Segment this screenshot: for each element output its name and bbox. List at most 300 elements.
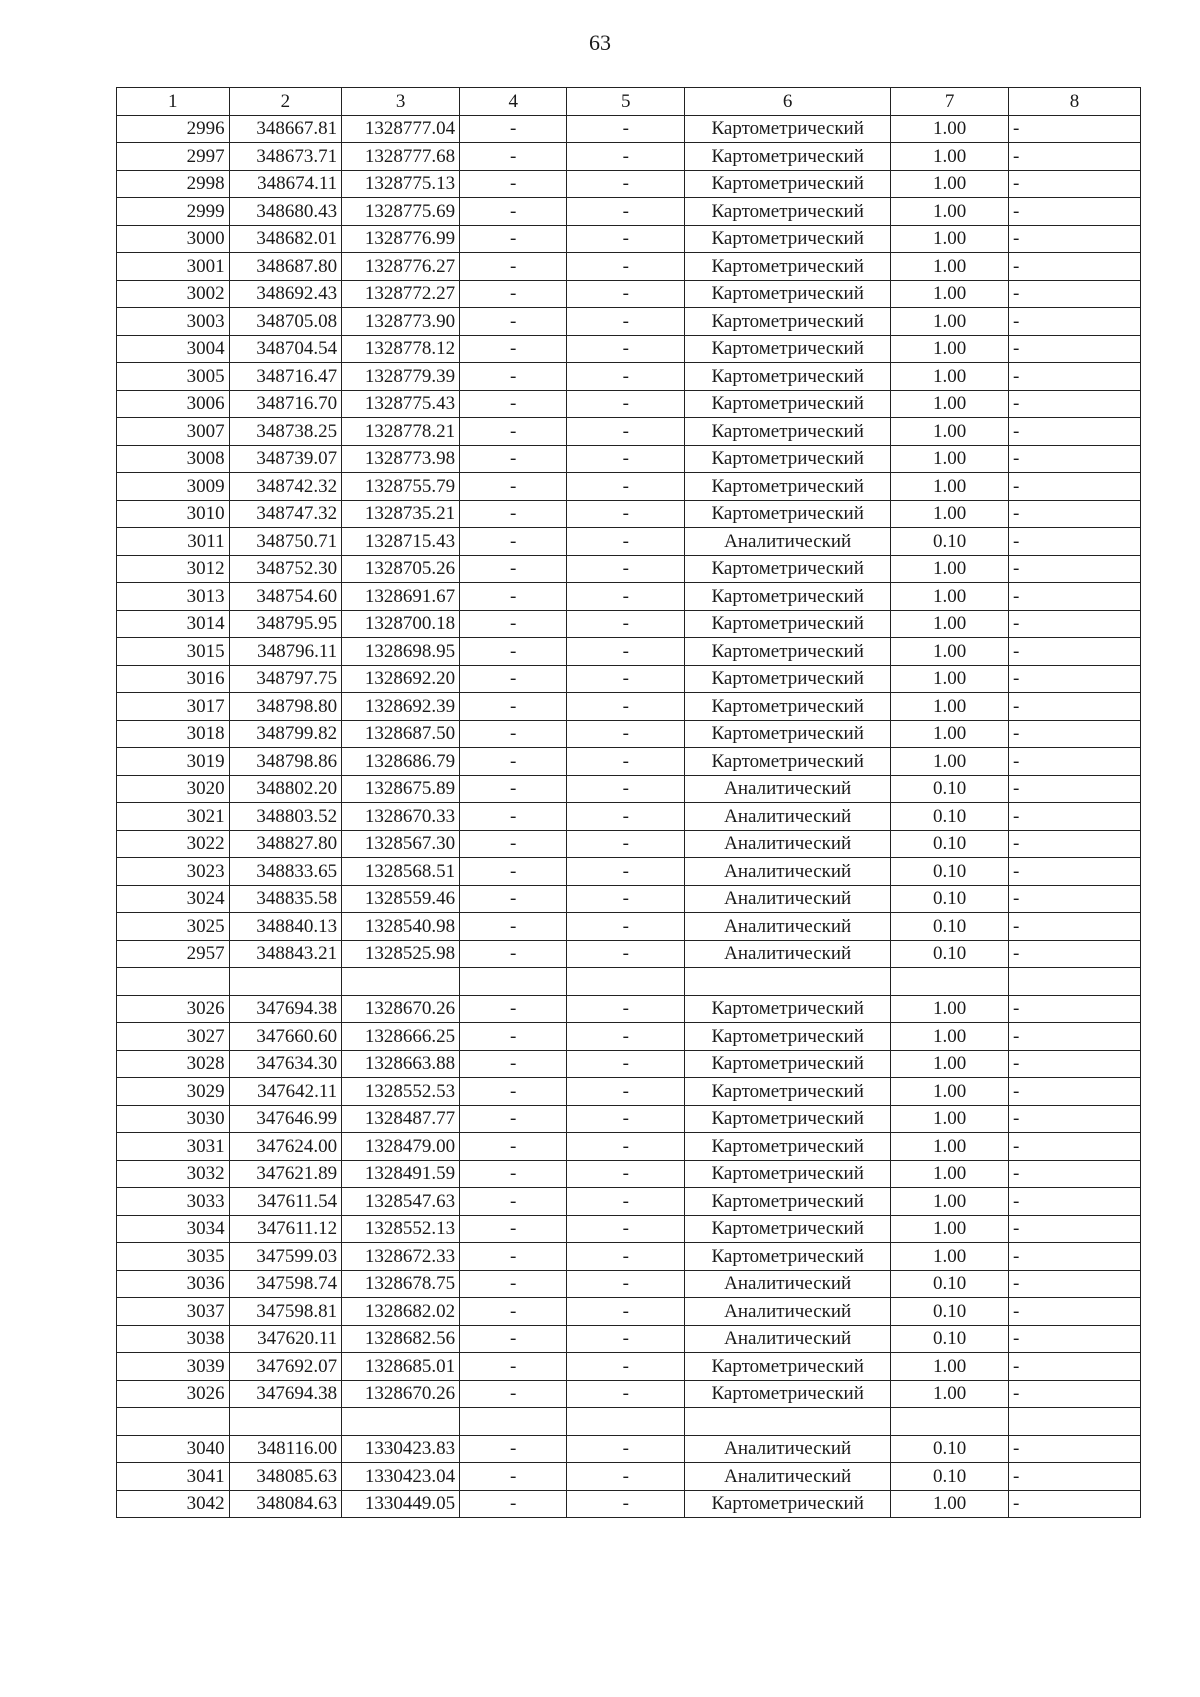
column-8-cell: -	[1009, 583, 1141, 611]
x-coordinate-cell: 348754.60	[229, 583, 342, 611]
column-8-cell: -	[1009, 390, 1141, 418]
precision-cell: 1.00	[891, 995, 1009, 1023]
precision-cell: 1.00	[891, 1078, 1009, 1106]
column-4-cell: -	[460, 610, 567, 638]
x-coordinate-cell: 347611.12	[229, 1215, 342, 1243]
y-coordinate-cell: 1328672.33	[342, 1243, 460, 1271]
method-cell: Картометрический	[685, 665, 891, 693]
column-8-cell: -	[1009, 1160, 1141, 1188]
column-header: 6	[685, 88, 891, 116]
method-cell: Картометрический	[685, 1353, 891, 1381]
column-8-cell: -	[1009, 115, 1141, 143]
column-5-cell: -	[567, 500, 685, 528]
column-4-cell: -	[460, 1270, 567, 1298]
column-5-cell: -	[567, 1490, 685, 1518]
column-4-cell: -	[460, 198, 567, 226]
x-coordinate-cell: 348835.58	[229, 885, 342, 913]
empty-cell	[567, 1408, 685, 1436]
method-cell: Картометрический	[685, 1380, 891, 1408]
empty-cell	[117, 968, 230, 996]
point-number-cell: 3003	[117, 308, 230, 336]
point-number-cell: 3007	[117, 418, 230, 446]
method-cell: Картометрический	[685, 555, 891, 583]
method-cell: Картометрический	[685, 225, 891, 253]
point-number-cell: 3024	[117, 885, 230, 913]
page-number: 63	[589, 30, 611, 55]
column-5-cell: -	[567, 1270, 685, 1298]
column-8-cell: -	[1009, 1188, 1141, 1216]
method-cell: Картометрический	[685, 115, 891, 143]
precision-cell: 1.00	[891, 115, 1009, 143]
column-4-cell: -	[460, 1325, 567, 1353]
point-number-cell: 3016	[117, 665, 230, 693]
column-4-cell: -	[460, 1188, 567, 1216]
table-row	[117, 1160, 1141, 1188]
y-coordinate-cell: 1328568.51	[342, 858, 460, 886]
x-coordinate-cell: 347646.99	[229, 1105, 342, 1133]
column-8-cell: -	[1009, 830, 1141, 858]
method-cell: Аналитический	[685, 803, 891, 831]
column-5-cell: -	[567, 858, 685, 886]
x-coordinate-cell: 347611.54	[229, 1188, 342, 1216]
x-coordinate-cell: 348840.13	[229, 913, 342, 941]
point-number-cell: 3009	[117, 473, 230, 501]
precision-cell: 0.10	[891, 830, 1009, 858]
point-number-cell: 3000	[117, 225, 230, 253]
y-coordinate-cell: 1328705.26	[342, 555, 460, 583]
point-number-cell: 3004	[117, 335, 230, 363]
point-number-cell: 3035	[117, 1243, 230, 1271]
column-5-cell: -	[567, 1325, 685, 1353]
column-5-cell: -	[567, 885, 685, 913]
column-5-cell: -	[567, 995, 685, 1023]
x-coordinate-cell: 348803.52	[229, 803, 342, 831]
x-coordinate-cell: 348705.08	[229, 308, 342, 336]
method-cell: Картометрический	[685, 583, 891, 611]
method-cell: Аналитический	[685, 1298, 891, 1326]
point-number-cell: 2998	[117, 170, 230, 198]
y-coordinate-cell: 1328540.98	[342, 913, 460, 941]
column-4-cell: -	[460, 1078, 567, 1106]
precision-cell: 1.00	[891, 665, 1009, 693]
column-5-cell: -	[567, 308, 685, 336]
column-8-cell: -	[1009, 748, 1141, 776]
column-5-cell: -	[567, 1188, 685, 1216]
column-5-cell: -	[567, 1023, 685, 1051]
column-5-cell: -	[567, 610, 685, 638]
x-coordinate-cell: 348674.11	[229, 170, 342, 198]
precision-cell: 1.00	[891, 1105, 1009, 1133]
column-4-cell: -	[460, 170, 567, 198]
column-8-cell: -	[1009, 1078, 1141, 1106]
table-row	[117, 1050, 1141, 1078]
method-cell: Картометрический	[685, 1133, 891, 1161]
empty-cell	[460, 968, 567, 996]
y-coordinate-cell: 1328775.13	[342, 170, 460, 198]
table-row	[117, 775, 1141, 803]
column-8-cell: -	[1009, 638, 1141, 666]
column-8-cell: -	[1009, 1325, 1141, 1353]
method-cell: Аналитический	[685, 885, 891, 913]
point-number-cell: 3015	[117, 638, 230, 666]
y-coordinate-cell: 1328775.43	[342, 390, 460, 418]
column-4-cell: -	[460, 253, 567, 281]
table-row	[117, 500, 1141, 528]
column-4-cell: -	[460, 143, 567, 171]
column-4-cell: -	[460, 555, 567, 583]
empty-cell	[1009, 968, 1141, 996]
column-8-cell: -	[1009, 225, 1141, 253]
column-5-cell: -	[567, 720, 685, 748]
column-8-cell: -	[1009, 995, 1141, 1023]
y-coordinate-cell: 1328735.21	[342, 500, 460, 528]
table-row	[117, 473, 1141, 501]
column-8-cell: -	[1009, 1435, 1141, 1463]
column-5-cell: -	[567, 830, 685, 858]
precision-cell: 1.00	[891, 225, 1009, 253]
precision-cell: 0.10	[891, 1270, 1009, 1298]
method-cell: Картометрический	[685, 143, 891, 171]
column-8-cell: -	[1009, 363, 1141, 391]
blank-separator-row	[117, 968, 1141, 996]
empty-cell	[685, 1408, 891, 1436]
column-5-cell: -	[567, 693, 685, 721]
method-cell: Аналитический	[685, 528, 891, 556]
point-number-cell: 3032	[117, 1160, 230, 1188]
method-cell: Аналитический	[685, 858, 891, 886]
column-8-cell: -	[1009, 1298, 1141, 1326]
empty-cell	[685, 968, 891, 996]
column-4-cell: -	[460, 473, 567, 501]
y-coordinate-cell: 1328487.77	[342, 1105, 460, 1133]
y-coordinate-cell: 1328525.98	[342, 940, 460, 968]
point-number-cell: 3002	[117, 280, 230, 308]
point-number-cell: 2999	[117, 198, 230, 226]
x-coordinate-cell: 347599.03	[229, 1243, 342, 1271]
point-number-cell: 3038	[117, 1325, 230, 1353]
column-5-cell: -	[567, 1105, 685, 1133]
y-coordinate-cell: 1328547.63	[342, 1188, 460, 1216]
table-row	[117, 363, 1141, 391]
point-number-cell: 2996	[117, 115, 230, 143]
y-coordinate-cell: 1328776.27	[342, 253, 460, 281]
column-8-cell: -	[1009, 1463, 1141, 1491]
x-coordinate-cell: 347624.00	[229, 1133, 342, 1161]
column-header: 7	[891, 88, 1009, 116]
method-cell: Картометрический	[685, 693, 891, 721]
precision-cell: 1.00	[891, 1188, 1009, 1216]
empty-cell	[460, 1408, 567, 1436]
column-4-cell: -	[460, 1353, 567, 1381]
column-4-cell: -	[460, 885, 567, 913]
table-row	[117, 280, 1141, 308]
x-coordinate-cell: 348667.81	[229, 115, 342, 143]
x-coordinate-cell: 347660.60	[229, 1023, 342, 1051]
x-coordinate-cell: 347621.89	[229, 1160, 342, 1188]
column-5-cell: -	[567, 1298, 685, 1326]
precision-cell: 0.10	[891, 1463, 1009, 1491]
x-coordinate-cell: 348704.54	[229, 335, 342, 363]
x-coordinate-cell: 348799.82	[229, 720, 342, 748]
column-8-cell: -	[1009, 1050, 1141, 1078]
precision-cell: 0.10	[891, 940, 1009, 968]
table-row	[117, 418, 1141, 446]
x-coordinate-cell: 348084.63	[229, 1490, 342, 1518]
precision-cell: 1.00	[891, 693, 1009, 721]
column-4-cell: -	[460, 1133, 567, 1161]
precision-cell: 1.00	[891, 1243, 1009, 1271]
column-4-cell: -	[460, 225, 567, 253]
y-coordinate-cell: 1328691.67	[342, 583, 460, 611]
precision-cell: 1.00	[891, 143, 1009, 171]
x-coordinate-cell: 347692.07	[229, 1353, 342, 1381]
point-number-cell: 3036	[117, 1270, 230, 1298]
precision-cell: 0.10	[891, 803, 1009, 831]
column-4-cell: -	[460, 583, 567, 611]
precision-cell: 1.00	[891, 583, 1009, 611]
column-header: 8	[1009, 88, 1141, 116]
precision-cell: 1.00	[891, 335, 1009, 363]
table-row	[117, 583, 1141, 611]
method-cell: Картометрический	[685, 1243, 891, 1271]
column-4-cell: -	[460, 858, 567, 886]
precision-cell: 0.10	[891, 913, 1009, 941]
y-coordinate-cell: 1328670.26	[342, 995, 460, 1023]
column-8-cell: -	[1009, 418, 1141, 446]
column-5-cell: -	[567, 1078, 685, 1106]
x-coordinate-cell: 348687.80	[229, 253, 342, 281]
precision-cell: 1.00	[891, 280, 1009, 308]
method-cell: Аналитический	[685, 913, 891, 941]
table-row	[117, 1435, 1141, 1463]
method-cell: Картометрический	[685, 473, 891, 501]
point-number-cell: 3028	[117, 1050, 230, 1078]
table-row	[117, 445, 1141, 473]
table-row	[117, 170, 1141, 198]
point-number-cell: 3013	[117, 583, 230, 611]
column-4-cell: -	[460, 1105, 567, 1133]
method-cell: Картометрический	[685, 995, 891, 1023]
x-coordinate-cell: 348738.25	[229, 418, 342, 446]
y-coordinate-cell: 1328678.75	[342, 1270, 460, 1298]
column-8-cell: -	[1009, 170, 1141, 198]
y-coordinate-cell: 1328670.33	[342, 803, 460, 831]
y-coordinate-cell: 1328773.90	[342, 308, 460, 336]
precision-cell: 1.00	[891, 418, 1009, 446]
method-cell: Картометрический	[685, 1215, 891, 1243]
point-number-cell: 3021	[117, 803, 230, 831]
x-coordinate-cell: 348833.65	[229, 858, 342, 886]
empty-cell	[229, 1408, 342, 1436]
column-8-cell: -	[1009, 528, 1141, 556]
column-4-cell: -	[460, 775, 567, 803]
y-coordinate-cell: 1328698.95	[342, 638, 460, 666]
table-row	[117, 253, 1141, 281]
table-row	[117, 1105, 1141, 1133]
y-coordinate-cell: 1328692.39	[342, 693, 460, 721]
y-coordinate-cell: 1328775.69	[342, 198, 460, 226]
x-coordinate-cell: 347598.81	[229, 1298, 342, 1326]
column-4-cell: -	[460, 1463, 567, 1491]
column-5-cell: -	[567, 1463, 685, 1491]
method-cell: Картометрический	[685, 1078, 891, 1106]
x-coordinate-cell: 348798.80	[229, 693, 342, 721]
precision-cell: 1.00	[891, 1353, 1009, 1381]
x-coordinate-cell: 348116.00	[229, 1435, 342, 1463]
column-4-cell: -	[460, 445, 567, 473]
y-coordinate-cell: 1328479.00	[342, 1133, 460, 1161]
column-header: 2	[229, 88, 342, 116]
column-4-cell: -	[460, 803, 567, 831]
method-cell: Картометрический	[685, 363, 891, 391]
column-8-cell: -	[1009, 940, 1141, 968]
table-row	[117, 555, 1141, 583]
column-8-cell: -	[1009, 335, 1141, 363]
column-4-cell: -	[460, 638, 567, 666]
column-4-cell: -	[460, 1243, 567, 1271]
method-cell: Картометрический	[685, 170, 891, 198]
method-cell: Картометрический	[685, 1023, 891, 1051]
y-coordinate-cell: 1328687.50	[342, 720, 460, 748]
method-cell: Картометрический	[685, 335, 891, 363]
y-coordinate-cell: 1328686.79	[342, 748, 460, 776]
point-number-cell: 3001	[117, 253, 230, 281]
table-row	[117, 638, 1141, 666]
y-coordinate-cell: 1328682.02	[342, 1298, 460, 1326]
column-5-cell: -	[567, 1133, 685, 1161]
x-coordinate-cell: 348742.32	[229, 473, 342, 501]
x-coordinate-cell: 348802.20	[229, 775, 342, 803]
column-8-cell: -	[1009, 913, 1141, 941]
point-number-cell: 3026	[117, 1380, 230, 1408]
table-row	[117, 1023, 1141, 1051]
table-row	[117, 885, 1141, 913]
column-4-cell: -	[460, 995, 567, 1023]
table-row	[117, 528, 1141, 556]
column-5-cell: -	[567, 1160, 685, 1188]
method-cell: Картометрический	[685, 1188, 891, 1216]
x-coordinate-cell: 348673.71	[229, 143, 342, 171]
column-5-cell: -	[567, 1050, 685, 1078]
column-8-cell: -	[1009, 693, 1141, 721]
method-cell: Аналитический	[685, 830, 891, 858]
table-row	[117, 115, 1141, 143]
table-row	[117, 1270, 1141, 1298]
table-row	[117, 1078, 1141, 1106]
table-row	[117, 1243, 1141, 1271]
point-number-cell: 3005	[117, 363, 230, 391]
column-4-cell: -	[460, 280, 567, 308]
empty-cell	[117, 1408, 230, 1436]
method-cell: Картометрический	[685, 253, 891, 281]
y-coordinate-cell: 1328772.27	[342, 280, 460, 308]
column-5-cell: -	[567, 390, 685, 418]
method-cell: Аналитический	[685, 940, 891, 968]
table-row	[117, 308, 1141, 336]
column-5-cell: -	[567, 445, 685, 473]
column-4-cell: -	[460, 940, 567, 968]
point-number-cell: 3020	[117, 775, 230, 803]
point-number-cell: 3039	[117, 1353, 230, 1381]
y-coordinate-cell: 1328773.98	[342, 445, 460, 473]
column-8-cell: -	[1009, 610, 1141, 638]
column-5-cell: -	[567, 198, 685, 226]
column-8-cell: -	[1009, 445, 1141, 473]
column-4-cell: -	[460, 1023, 567, 1051]
column-4-cell: -	[460, 363, 567, 391]
point-number-cell: 3008	[117, 445, 230, 473]
method-cell: Аналитический	[685, 1325, 891, 1353]
method-cell: Картометрический	[685, 445, 891, 473]
y-coordinate-cell: 1328552.13	[342, 1215, 460, 1243]
method-cell: Картометрический	[685, 1490, 891, 1518]
table-row	[117, 198, 1141, 226]
table-row	[117, 1325, 1141, 1353]
column-8-cell: -	[1009, 665, 1141, 693]
y-coordinate-cell: 1328777.04	[342, 115, 460, 143]
column-8-cell: -	[1009, 1023, 1141, 1051]
x-coordinate-cell: 347642.11	[229, 1078, 342, 1106]
table-row	[117, 693, 1141, 721]
column-8-cell: -	[1009, 198, 1141, 226]
table-row	[117, 1215, 1141, 1243]
x-coordinate-cell: 347694.38	[229, 1380, 342, 1408]
column-8-cell: -	[1009, 473, 1141, 501]
x-coordinate-cell: 348682.01	[229, 225, 342, 253]
x-coordinate-cell: 348716.47	[229, 363, 342, 391]
empty-cell	[1009, 1408, 1141, 1436]
column-8-cell: -	[1009, 1243, 1141, 1271]
y-coordinate-cell: 1328567.30	[342, 830, 460, 858]
column-8-cell: -	[1009, 280, 1141, 308]
precision-cell: 1.00	[891, 1215, 1009, 1243]
column-5-cell: -	[567, 418, 685, 446]
point-number-cell: 3018	[117, 720, 230, 748]
column-4-cell: -	[460, 693, 567, 721]
column-4-cell: -	[460, 418, 567, 446]
precision-cell: 1.00	[891, 1160, 1009, 1188]
table-row	[117, 995, 1141, 1023]
method-cell: Картометрический	[685, 1050, 891, 1078]
column-5-cell: -	[567, 638, 685, 666]
y-coordinate-cell: 1328778.12	[342, 335, 460, 363]
table-row	[117, 1463, 1141, 1491]
precision-cell: 1.00	[891, 748, 1009, 776]
column-4-cell: -	[460, 1215, 567, 1243]
precision-cell: 0.10	[891, 775, 1009, 803]
table-row	[117, 1298, 1141, 1326]
point-number-cell: 3041	[117, 1463, 230, 1491]
column-5-cell: -	[567, 225, 685, 253]
point-number-cell: 3033	[117, 1188, 230, 1216]
y-coordinate-cell: 1328682.56	[342, 1325, 460, 1353]
x-coordinate-cell: 347634.30	[229, 1050, 342, 1078]
table-row	[117, 1133, 1141, 1161]
y-coordinate-cell: 1328778.21	[342, 418, 460, 446]
empty-cell	[891, 968, 1009, 996]
x-coordinate-cell: 348750.71	[229, 528, 342, 556]
x-coordinate-cell: 347694.38	[229, 995, 342, 1023]
method-cell: Картометрический	[685, 610, 891, 638]
column-5-cell: -	[567, 1215, 685, 1243]
column-4-cell: -	[460, 115, 567, 143]
precision-cell: 1.00	[891, 610, 1009, 638]
precision-cell: 1.00	[891, 500, 1009, 528]
column-5-cell: -	[567, 528, 685, 556]
precision-cell: 1.00	[891, 1023, 1009, 1051]
precision-cell: 1.00	[891, 198, 1009, 226]
y-coordinate-cell: 1328559.46	[342, 885, 460, 913]
